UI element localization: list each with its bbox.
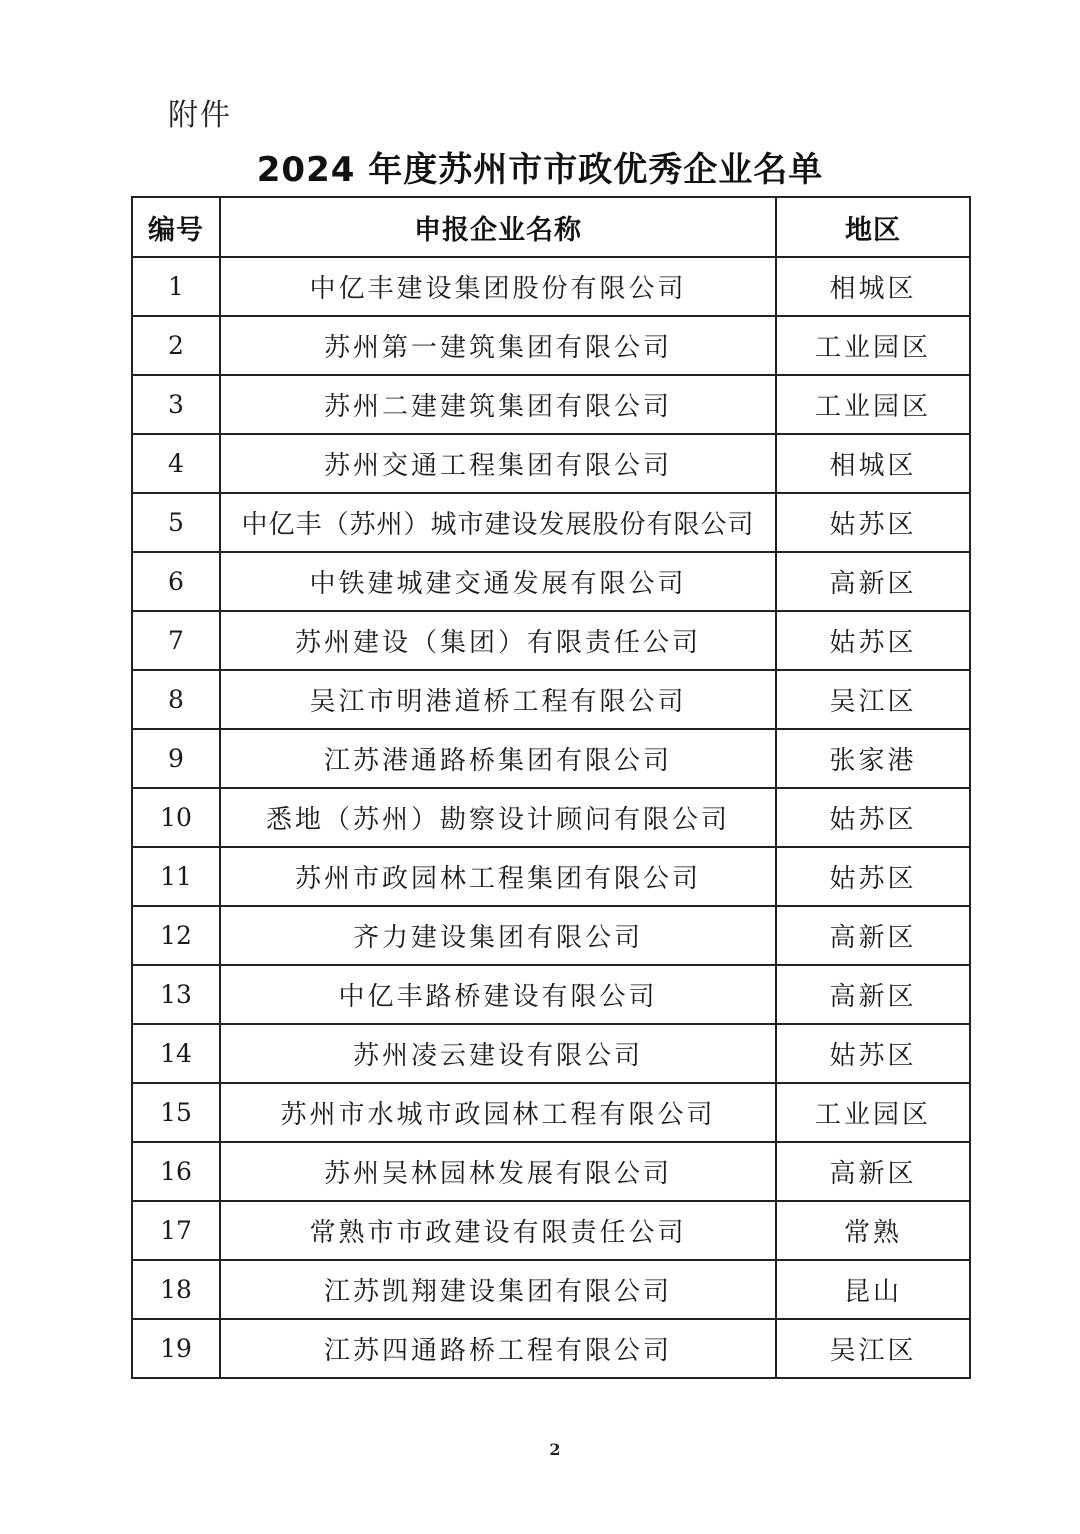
- row-number: 15: [132, 1083, 220, 1142]
- table-row: [132, 1319, 970, 1378]
- header-region: 地区: [776, 197, 970, 257]
- row-company: 苏州交通工程集团有限公司: [220, 434, 776, 493]
- row-company: 中亿丰路桥建设有限公司: [220, 965, 776, 1024]
- row-region: 常熟: [776, 1201, 970, 1260]
- row-number: 9: [132, 729, 220, 788]
- row-number: 4: [132, 434, 220, 493]
- table-header-row: [132, 197, 970, 257]
- row-number: 7: [132, 611, 220, 670]
- row-company: 苏州建设（集团）有限责任公司: [220, 611, 776, 670]
- row-company: 苏州市政园林工程集团有限公司: [220, 847, 776, 906]
- row-region: 姑苏区: [776, 611, 970, 670]
- header-company: 申报企业名称: [220, 197, 776, 257]
- row-company: 中亿丰（苏州）城市建设发展股份有限公司: [220, 493, 776, 552]
- row-region: 姑苏区: [776, 788, 970, 847]
- table-row: [132, 788, 970, 847]
- row-region: 吴江区: [776, 1319, 970, 1378]
- row-number: 2: [132, 316, 220, 375]
- row-region: 张家港: [776, 729, 970, 788]
- row-number: 16: [132, 1142, 220, 1201]
- row-region: 姑苏区: [776, 493, 970, 552]
- row-company: 江苏四通路桥工程有限公司: [220, 1319, 776, 1378]
- row-company: 江苏港通路桥集团有限公司: [220, 729, 776, 788]
- row-region: 相城区: [776, 434, 970, 493]
- table-row: [132, 257, 970, 316]
- table-row: [132, 375, 970, 434]
- table-row: [132, 906, 970, 965]
- attachment-label: 附件: [168, 98, 232, 133]
- table-row: [132, 1083, 970, 1142]
- row-region: 相城区: [776, 257, 970, 316]
- row-number: 6: [132, 552, 220, 611]
- row-number: 10: [132, 788, 220, 847]
- row-number: 11: [132, 847, 220, 906]
- row-company: 苏州市水城市政园林工程有限公司: [220, 1083, 776, 1142]
- row-region: 吴江区: [776, 670, 970, 729]
- row-region: 工业园区: [776, 375, 970, 434]
- table-row: [132, 729, 970, 788]
- row-company: 苏州吴林园林发展有限公司: [220, 1142, 776, 1201]
- table-row: [132, 434, 970, 493]
- row-number: 18: [132, 1260, 220, 1319]
- row-company: 吴江市明港道桥工程有限公司: [220, 670, 776, 729]
- row-number: 17: [132, 1201, 220, 1260]
- row-region: 高新区: [776, 965, 970, 1024]
- table-row: [132, 670, 970, 729]
- row-region: 高新区: [776, 1142, 970, 1201]
- row-region: 姑苏区: [776, 847, 970, 906]
- row-company: 中亿丰建设集团股份有限公司: [220, 257, 776, 316]
- row-number: 19: [132, 1319, 220, 1378]
- table-row: [132, 493, 970, 552]
- row-number: 1: [132, 257, 220, 316]
- header-number: 编号: [132, 197, 220, 257]
- row-company: 苏州二建建筑集团有限公司: [220, 375, 776, 434]
- page-number: 2: [549, 1440, 561, 1459]
- row-number: 12: [132, 906, 220, 965]
- row-region: 高新区: [776, 906, 970, 965]
- table-row: [132, 1260, 970, 1319]
- row-company: 苏州凌云建设有限公司: [220, 1024, 776, 1083]
- row-region: 工业园区: [776, 316, 970, 375]
- row-region: 姑苏区: [776, 1024, 970, 1083]
- row-company: 悉地（苏州）勘察设计顾问有限公司: [220, 788, 776, 847]
- table-row: [132, 552, 970, 611]
- table-row: [132, 1024, 970, 1083]
- row-region: 高新区: [776, 552, 970, 611]
- row-number: 13: [132, 965, 220, 1024]
- table-row: [132, 1142, 970, 1201]
- row-company: 江苏凯翔建设集团有限公司: [220, 1260, 776, 1319]
- table-row: [132, 847, 970, 906]
- enterprise-table: [131, 196, 971, 1379]
- row-company: 齐力建设集团有限公司: [220, 906, 776, 965]
- row-region: 工业园区: [776, 1083, 970, 1142]
- row-number: 3: [132, 375, 220, 434]
- table-row: [132, 965, 970, 1024]
- table-row: [132, 611, 970, 670]
- row-company: 苏州第一建筑集团有限公司: [220, 316, 776, 375]
- row-company: 常熟市市政建设有限责任公司: [220, 1201, 776, 1260]
- row-number: 5: [132, 493, 220, 552]
- table-row: [132, 1201, 970, 1260]
- table-row: [132, 316, 970, 375]
- row-number: 14: [132, 1024, 220, 1083]
- document-title: 2024 年度苏州市市政优秀企业名单: [256, 150, 824, 190]
- row-region: 昆山: [776, 1260, 970, 1319]
- row-number: 8: [132, 670, 220, 729]
- row-company: 中铁建城建交通发展有限公司: [220, 552, 776, 611]
